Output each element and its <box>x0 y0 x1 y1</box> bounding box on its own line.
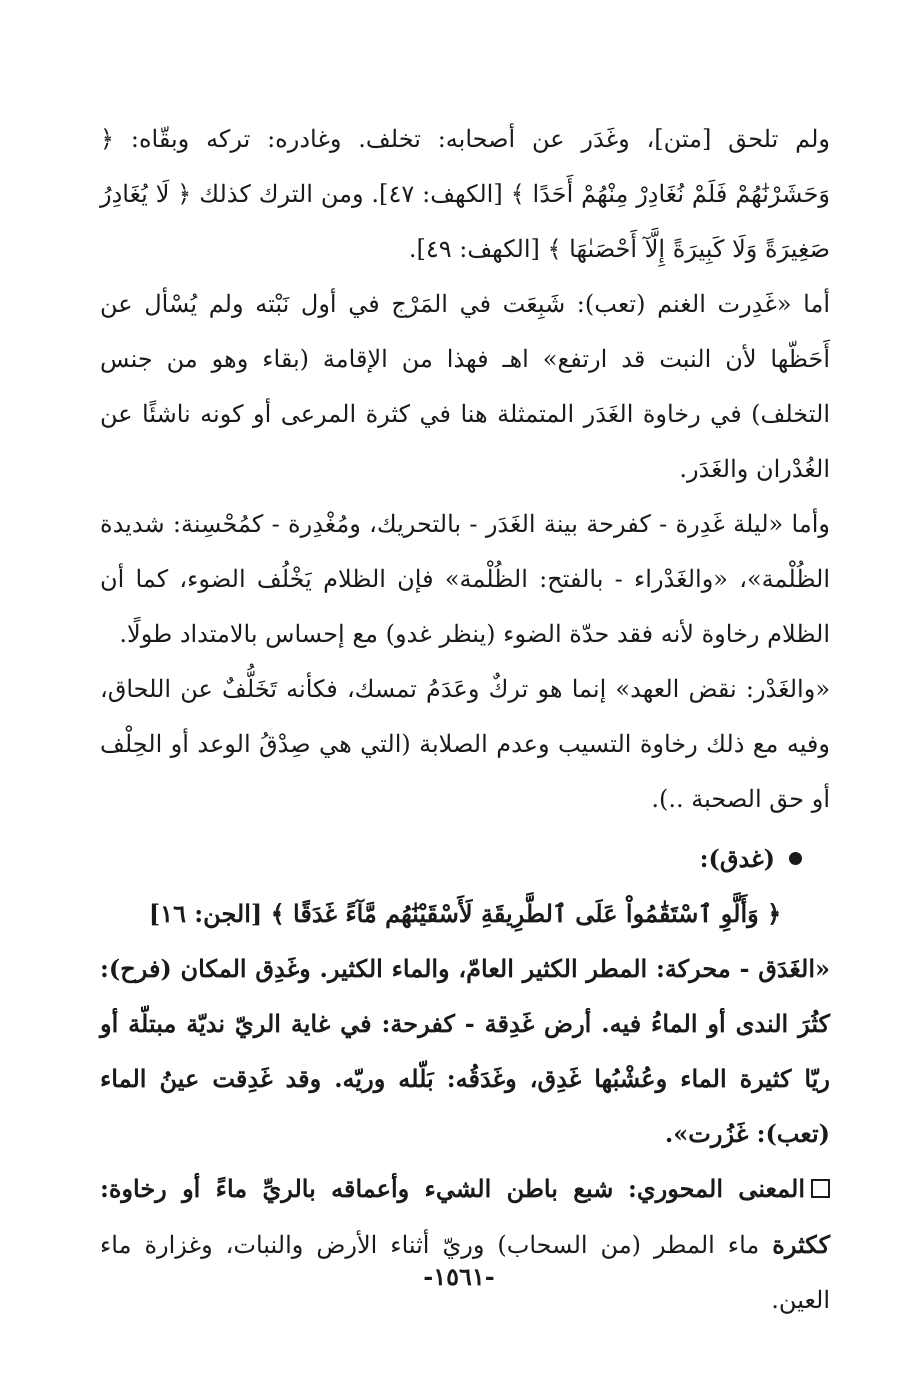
paragraph-4: «والغَدْر: نقض العهد» إنما هو تركٌ وعَدَمُ تمسك، فكأنه تَخَلُّفٌ عن اللحاق، وفيه مع ذلك رخاوة التسيب وعدم الصلابة (التي هي صِدْقُ الوعد أو الحِلْف أو حق الصحبة ..). <box>100 675 830 813</box>
entry-heading-text: (غدق): <box>699 844 775 873</box>
quran-verse: ﴿ وَأَلَّوِ ٱسْتَقَٰمُواْ عَلَى ٱلطَّرِيقَةِ لَأَسْقَيْنَٰهُم مَّآءً غَدَقًا ﴾ [الجن: ١٦] <box>148 899 782 928</box>
paragraph-3: وأما «ليلة غَدِرة - كفرحة بينة الغَدَر - بالتحريك، ومُغْدِرة - كمُحْسِنة: شديدة الظُلْمة»، «والغَدْراء - بالفتح: الظُلْمة» فإن الظلام يَخْلُف الضوء، كما أن الظلام رخاوة لأنه فقد حدّة الضوء (ينظر غدو) مع إحساس بالامتداد طولًا. <box>100 510 830 648</box>
core-meaning-label: المعنى المحوري: <box>628 1174 805 1203</box>
bullet-icon <box>789 852 802 865</box>
entry-heading <box>100 831 830 886</box>
core-meaning-paragraph <box>100 1161 830 1328</box>
paragraph-2: أما «غَدِرت الغنم (تعب): شَبِعَت في المَرْج في أول نَبْته ولم يُسْأل عن أَحَظّها لأن النبت قد ارتفع» اهـ فهذا من الإقامة (بقاء وهو من جنس التخلف) في رخاوة الغَدَر المتمثلة هنا في كثرة المرعى أو كونه ناشئًا عن الغُدْران والغَدَر. <box>100 290 830 483</box>
core-meaning-lead: شبع باطن الشيء وأعماقه بالريِّ ماءً أو رخاوة: ككثرة <box>100 1174 830 1259</box>
paragraph-1: ولم تلحق [متن]، وغَدَر عن أصحابه: تخلف. وغادره: تركه وبقّاه: ﴿ وَحَشَرْنَٰهُمْ فَلَمْ نُغَادِرْ مِنْهُمْ أَحَدًا ﴾ [الكهف: ٤٧]. ومن الترك كذلك ﴿ لَا يُغَادِرُ صَغِيرَةً وَلَا كَبِيرَةً إِلَّآ أَحْصَىٰهَا ﴾ [الكهف: ٤٩]. <box>100 125 830 263</box>
square-box-icon <box>811 1179 830 1198</box>
definition-paragraph: «الغَدَق - محركة: المطر الكثير العامّ، والماء الكثير. وغَدِق المكان (فرح): كثُرَ الندى أو الماءُ فيه. أرض غَدِقة - كفرحة: في غاية الريّ نديّة مبتلّة أو ريّا كثيرة الماء وعُشْبُها غَدِق، وغَدَقُه: بَلّله وريّه. وقد غَدِقت عينُ الماء (تعب): غَزُرت». <box>100 954 830 1148</box>
page-number: -١٥٦١- <box>423 1262 495 1291</box>
core-meaning-tail: ماء المطر (من السحاب) وريّ أثناء الأرض والنبات، وغزارة ماء العين. <box>100 1231 830 1314</box>
main-text <box>100 112 830 1328</box>
